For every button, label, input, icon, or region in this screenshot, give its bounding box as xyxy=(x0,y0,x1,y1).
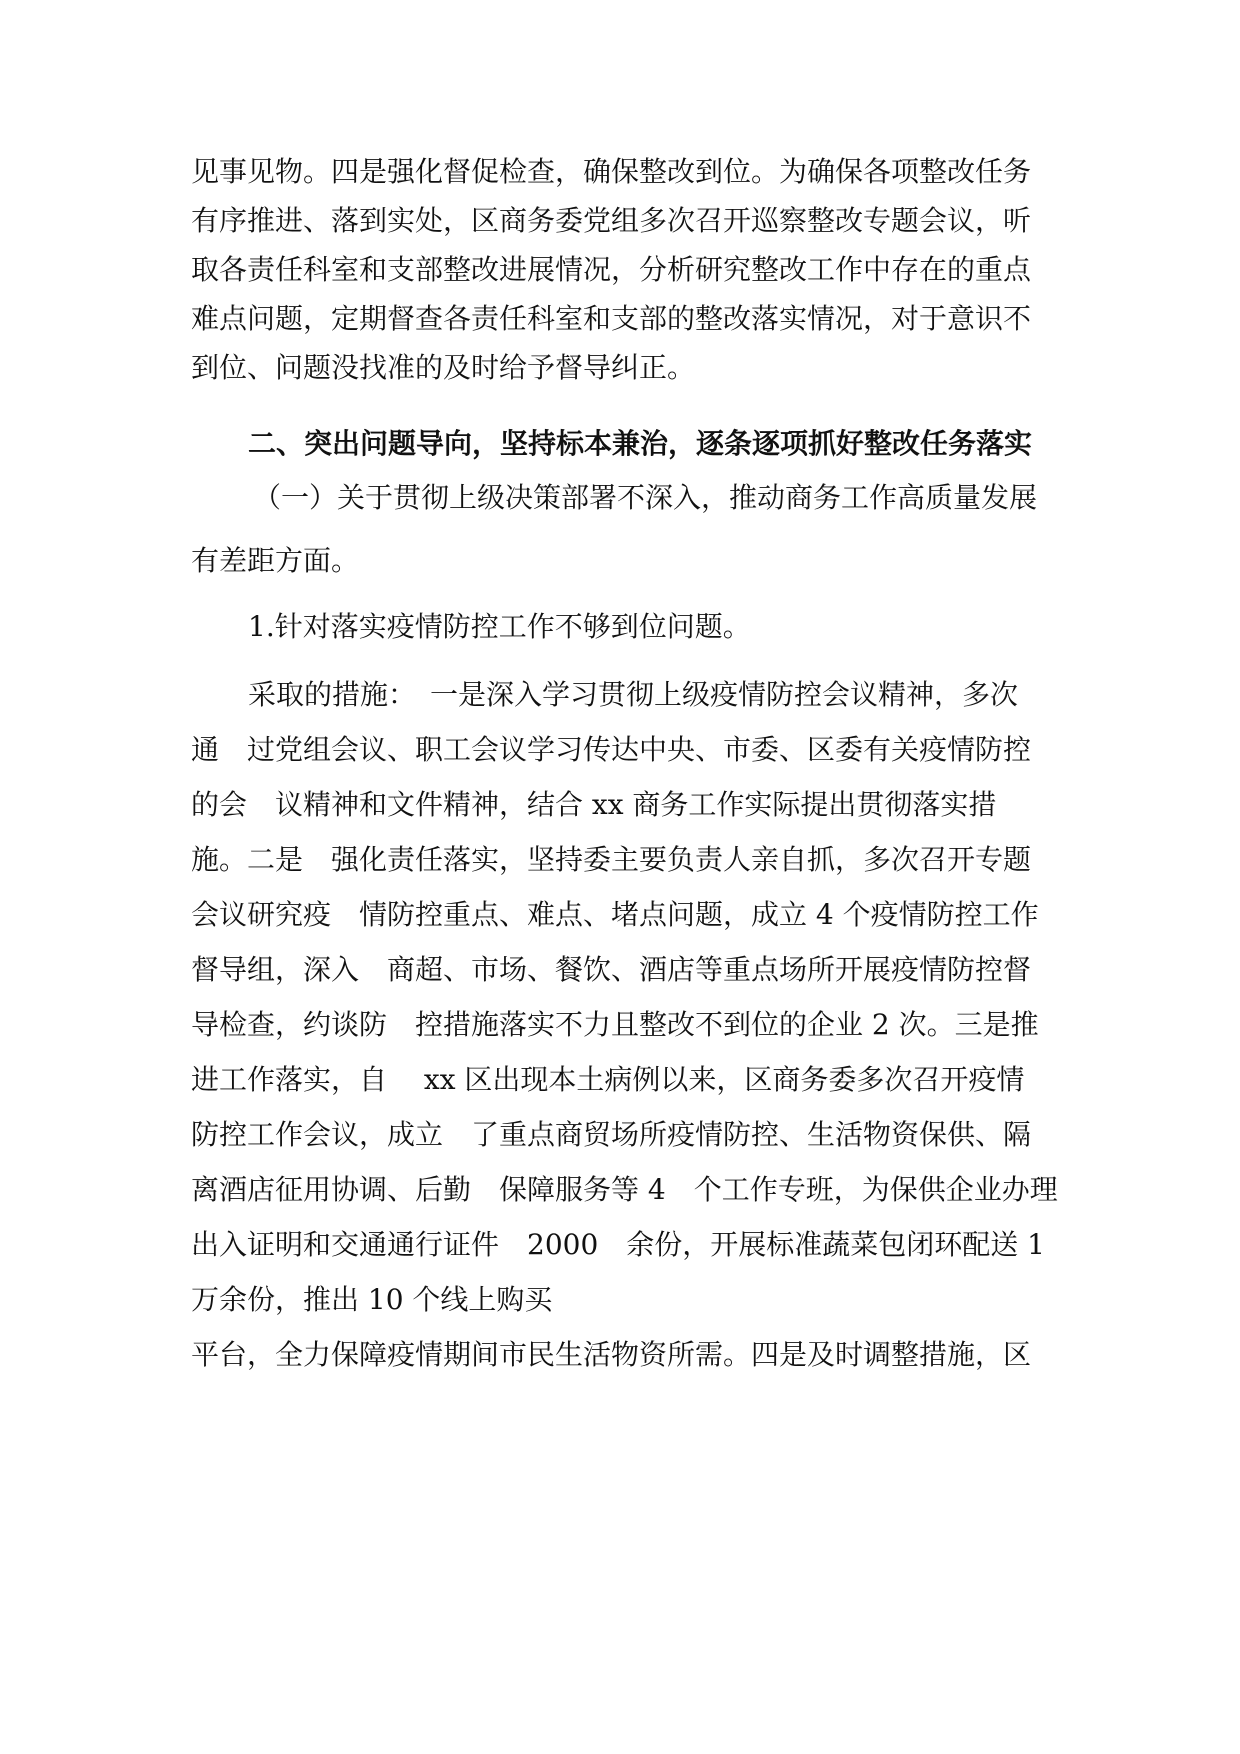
measures-line-7: 导检查，约谈防 控措施落实不力且整改不到位的企业 2 次。三是推 xyxy=(191,1008,1039,1041)
measures-line-5: 会议研究疫 情防控重点、难点、堵点问题，成立 4 个疫情防控工作 xyxy=(191,898,1039,931)
measures-line-4: 施。二是 强化责任落实，坚持委主要负责人亲自抓，多次召开专题 xyxy=(191,843,1032,876)
body-line-2: 有序推进、落到实处，区商务委党组多次召开巡察整改专题会议，听 xyxy=(191,204,1032,237)
measures-line-12: 万余份，推出 10 个线上购买 xyxy=(191,1283,553,1316)
body-line-5: 到位、问题没找准的及时给予督导纠正。 xyxy=(191,351,696,384)
item-heading: 1.针对落实疫情防控工作不够到位问题。 xyxy=(248,610,751,643)
body-line-3: 取各责任科室和支部整改进展情况，分析研究整改工作中存在的重点 xyxy=(191,253,1032,286)
measures-line-1: 采取的措施： 一是深入学习贯彻上级疫情防控会议精神，多次 xyxy=(248,678,1019,711)
measures-line-9: 防控工作会议，成立 了重点商贸场所疫情防控、生活物资保供、隔 xyxy=(191,1118,1032,1151)
measures-line-8: 进工作落实，自 xx 区出现本土病例以来，区商务委多次召开疫情 xyxy=(191,1063,1025,1096)
measures-line-10: 离酒店征用协调、后勤 保障服务等 4 个工作专班，为保供企业办理 xyxy=(191,1173,1058,1206)
measures-line-2: 通 过党组会议、职工会议学习传达中央、市委、区委有关疫情防控 xyxy=(191,733,1032,766)
body-line-4: 难点问题，定期督查各责任科室和支部的整改落实情况，对于意识不 xyxy=(191,302,1032,335)
measures-line-13: 平台，全力保障疫情期间市民生活物资所需。四是及时调整措施，区 xyxy=(191,1338,1032,1371)
subsection-heading-line-1: （一）关于贯彻上级决策部署不深入，推动商务工作高质量发展 xyxy=(253,481,1038,514)
section-heading: 二、突出问题导向，坚持标本兼治，逐条逐项抓好整改任务落实 xyxy=(248,427,1033,460)
measures-line-3: 的会 议精神和文件精神，结合 xx 商务工作实际提出贯彻落实措 xyxy=(191,788,997,821)
subsection-heading-line-2: 有差距方面。 xyxy=(191,544,360,577)
measures-line-6: 督导组，深入 商超、市场、餐饮、酒店等重点场所开展疫情防控督 xyxy=(191,953,1032,986)
measures-line-11: 出入证明和交通通行证件 2000 余份，开展标准蔬菜包闭环配送 1 xyxy=(191,1228,1045,1261)
body-line-1: 见事见物。四是强化督促检查，确保整改到位。为确保各项整改任务 xyxy=(191,155,1032,188)
